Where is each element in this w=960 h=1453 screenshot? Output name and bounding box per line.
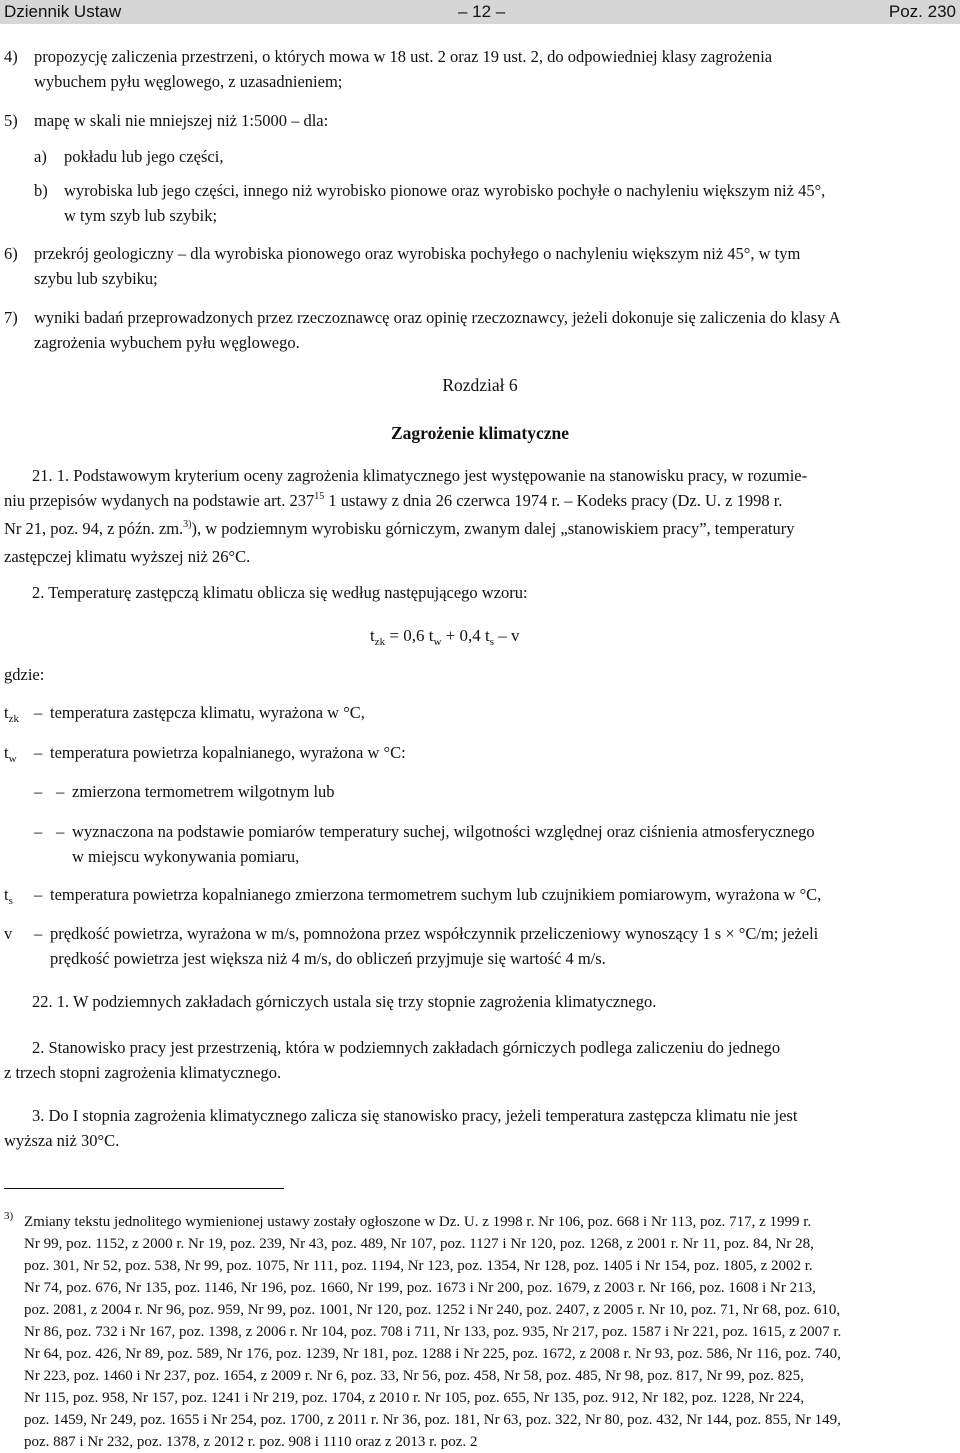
definition-symbol: [4, 700, 19, 728]
formula-subscript: s: [489, 636, 494, 648]
dash: –: [56, 782, 65, 801]
item-line: wyniki badań przeprowadzonych przez rzeczoznawcę oraz opinię rzeczoznawcy, jeżeli dokonuje się zaliczenia do klasy A: [34, 308, 841, 327]
item-number: b): [34, 181, 48, 200]
dash: –: [34, 822, 43, 841]
item-line: zagrożenia wybuchem pyłu węglowego.: [34, 333, 300, 352]
footnote-line: Nr 86, poz. 732 i Nr 167, poz. 1398, z 2006 r. Nr 104, poz. 708 i 711, Nr 133, poz. 935, Nr 217, poz. 1587 i Nr 221, poz. 1615, z 2007 r.: [24, 1324, 842, 1340]
item-text: [34, 305, 956, 355]
formula-part: – v: [493, 626, 520, 645]
definition-line: prędkość powietrza jest większa niż 4 m/s, do obliczeń przyjmuje się wartość 4 m/s.: [50, 949, 606, 968]
paragraph-line: [4, 516, 956, 544]
item-line: szybu lub szybiku;: [34, 269, 158, 288]
dash: –: [34, 924, 43, 943]
symbol-subscript: w: [8, 753, 17, 765]
footnote-line: poz. 301, Nr 52, poz. 538, Nr 99, poz. 1075, Nr 111, poz. 1194, Nr 123, poz. 1354, Nr 128, poz. 1405 i Nr 154, poz. 1805, z 2002 r.: [24, 1258, 813, 1274]
item-number: 6): [4, 244, 18, 263]
symbol: t: [4, 703, 9, 722]
definition-line: w miejscu wykonywania pomiaru,: [72, 847, 300, 866]
footnote-mark: 3): [4, 1210, 14, 1222]
text-segment: Nr 21, poz. 94, z późn. zm.: [4, 519, 184, 538]
footnote-separator: [4, 1188, 284, 1189]
page-number: – 12 –: [458, 2, 506, 21]
definition-v: [4, 921, 956, 971]
item-number: 5): [4, 111, 18, 130]
footnote-line: Zmiany tekstu jednolitego wymienionej ustawy zostały ogłoszone w Dz. U. z 1998 r. Nr 106, poz. 668 i Nr 113, poz. 717, z 1999 r.: [24, 1214, 812, 1230]
dash: –: [34, 743, 43, 762]
definition-tw: [4, 740, 956, 765]
formula-part: = 0,6 t: [385, 626, 434, 645]
footnote-line: Nr 223, poz. 1460 i Nr 237, poz. 1654, z 2009 r. Nr 6, poz. 33, Nr 56, poz. 458, Nr 58, poz. 485, Nr 98, poz. 817, Nr 99, poz. 825,: [24, 1368, 804, 1384]
definition-tzk: [4, 700, 956, 725]
dash: –: [34, 782, 43, 801]
footnote-line: Nr 99, poz. 1152, z 2000 r. Nr 19, poz. 239, Nr 43, poz. 489, Nr 107, poz. 1127 i Nr 120, poz. 1268, z 2001 r. Nr 11, poz. 84, Nr 28,: [24, 1236, 814, 1252]
dash: –: [56, 822, 65, 841]
superscript: 15: [314, 491, 325, 502]
paragraph-line: 2. Stanowisko pracy jest przestrzenią, która w podziemnych zakładach górniczych podlega zaliczeniu do jednego: [32, 1038, 781, 1057]
symbol-subscript: zk: [8, 713, 19, 725]
formula-symbol: t: [370, 626, 375, 645]
paragraph-line: 3. Do I stopnia zagrożenia klimatycznego zalicza się stanowisko pracy, jeżeli temperatura zastępcza klimatu nie jest: [32, 1106, 798, 1125]
definition-tw-a: [34, 779, 956, 804]
paragraph-22-3: [4, 1103, 956, 1153]
footnote-line: poz. 1459, Nr 249, poz. 1655 i Nr 254, poz. 1700, z 2011 r. Nr 36, poz. 181, Nr 63, poz. 322, Nr 80, poz. 432, Nr 144, poz. 855, Nr 149,: [24, 1412, 841, 1428]
item-line: wyrobiska lub jego części, innego niż wyrobisko pionowe oraz wyrobisko pochyłe o nachyleniu większym niż 45°,: [64, 181, 826, 200]
footnote: [4, 1211, 956, 1453]
formula-part: + 0,4 t: [441, 626, 490, 645]
footnote-line: Nr 115, poz. 958, Nr 157, poz. 1241 i Nr 219, poz. 1704, z 2010 r. Nr 105, poz. 655, Nr 135, poz. 912, Nr 182, poz. 1228, Nr 224,: [24, 1390, 805, 1406]
footnote-line: Nr 64, poz. 426, Nr 89, poz. 589, Nr 176, poz. 1239, Nr 181, poz. 1288 i Nr 225, poz. 1672, z 2008 r. Nr 93, poz. 586, Nr 116, poz. 740,: [24, 1346, 841, 1362]
footnote-reference: 3): [183, 519, 192, 530]
list-item-6: [4, 241, 956, 291]
list-item-5: [4, 108, 956, 133]
definition-text: temperatura zastępcza klimatu, wyrażona w °C,: [50, 703, 365, 722]
definition-text: [72, 819, 956, 869]
footnote-line: poz. 2081, z 2004 r. Nr 96, poz. 959, Nr 99, poz. 1001, Nr 120, poz. 1252 i Nr 240, poz. 2407, z 2005 r. Nr 10, poz. 71, Nr 68, poz. 610,: [24, 1302, 841, 1318]
list-item-4: [4, 44, 956, 94]
item-number: a): [34, 147, 47, 166]
text-segment: niu przepisów wydanych na podstawie art. 237: [4, 491, 315, 510]
definition-symbol: [4, 740, 17, 768]
definition-text: [50, 921, 956, 971]
definition-line: wyznaczona na podstawie pomiarów temperatury suchej, wilgotności względnej oraz ciśnienia atmosferycznego: [72, 822, 815, 841]
item-number: 4): [4, 47, 18, 66]
journal-title: Dziennik Ustaw: [4, 2, 122, 21]
chapter-number: Rozdział 6: [442, 375, 518, 395]
footnote-text: [24, 1211, 956, 1453]
dash: –: [34, 885, 43, 904]
item-text: [34, 241, 956, 291]
definition-line: prędkość powietrza, wyrażona w m/s, pomnożona przez współczynnik przeliczeniowy wynoszący 1 s × °C/m; jeżeli: [50, 924, 819, 943]
paragraph-line: z trzech stopni zagrożenia klimatycznego.: [4, 1063, 282, 1082]
definition-tw-b: [34, 819, 956, 869]
symbol: t: [4, 743, 9, 762]
paragraph-22-1: 22. 1. W podziemnych zakładach górniczych ustala się trzy stopnie zagrożenia klimatycznego.: [32, 992, 657, 1011]
list-item-7: [4, 305, 956, 355]
list-item-a: [34, 144, 956, 169]
item-number: 7): [4, 308, 18, 327]
item-text: pokładu lub jego części,: [64, 147, 224, 166]
symbol-subscript: s: [8, 895, 13, 907]
formula-subscript: zk: [374, 636, 386, 648]
paragraph-21-2: 2. Temperaturę zastępczą klimatu oblicza się według następującego wzoru:: [32, 583, 528, 602]
paragraph-line: [4, 488, 956, 516]
paragraph-line: wyższa niż 30°C.: [4, 1131, 120, 1150]
text-segment: 1 ustawy z dnia 26 czerwca 1974 r. – Kodeks pracy (Dz. U. z 1998 r.: [324, 491, 783, 510]
definition-ts: [4, 882, 956, 907]
paragraph-21-1: [4, 463, 956, 569]
definition-text: temperatura powietrza kopalnianego, wyrażona w °C:: [50, 743, 406, 762]
paragraph-line: zastępczej klimatu wyższej niż 26°C.: [4, 547, 251, 566]
paragraph-line: 21. 1. Podstawowym kryterium oceny zagrożenia klimatycznego jest występowanie na stanowisku pracy, w rozumie-: [32, 466, 808, 485]
item-line: przekrój geologiczny – dla wyrobiska pionowego oraz wyrobiska pochyłego o nachyleniu większym niż 45°, w tym: [34, 244, 801, 263]
definition-text: zmierzona termometrem wilgotnym lub: [72, 782, 335, 801]
definition-text: temperatura powietrza kopalnianego zmierzona termometrem suchym lub czujnikiem pomiarowym, wyrażona w °C,: [50, 885, 822, 904]
definition-symbol: [4, 882, 13, 910]
position-number: Poz. 230: [888, 2, 956, 21]
chapter-title: Zagrożenie klimatyczne: [390, 423, 570, 443]
list-item-b: [34, 178, 956, 228]
item-line: propozycję zaliczenia przestrzeni, o których mowa w 18 ust. 2 oraz 19 ust. 2, do odpowiedniej klasy zagrożenia: [34, 47, 773, 66]
symbol: t: [4, 885, 9, 904]
item-text: [34, 44, 956, 94]
definition-symbol: v: [4, 924, 13, 943]
where-label: gdzie:: [4, 665, 45, 684]
item-text: mapę w skali nie mniejszej niż 1:5000 – dla:: [34, 111, 329, 130]
footnote-line: Nr 74, poz. 676, Nr 135, poz. 1146, Nr 196, poz. 1660, Nr 199, poz. 1673 i Nr 200, poz. 1679, z 2003 r. Nr 166, poz. 1608 i Nr 213,: [24, 1280, 816, 1296]
dash: –: [34, 703, 43, 722]
page-header: [0, 0, 960, 24]
item-line: w tym szyb lub szybik;: [64, 206, 218, 225]
paragraph-22-2: [4, 1035, 956, 1085]
item-line: wybuchem pyłu węglowego, z uzasadnieniem;: [34, 72, 343, 91]
formula: [370, 623, 519, 651]
item-text: [64, 178, 956, 228]
footnote-line: poz. 887 i Nr 232, poz. 1378, z 2012 r. poz. 908 i 1110 oraz z 2013 r. poz. 2: [24, 1434, 478, 1450]
text-segment: ), w podziemnym wyrobisku górniczym, zwanym dalej „stanowiskiem pracy”, temperatury: [191, 519, 795, 538]
formula-subscript: w: [433, 636, 442, 648]
